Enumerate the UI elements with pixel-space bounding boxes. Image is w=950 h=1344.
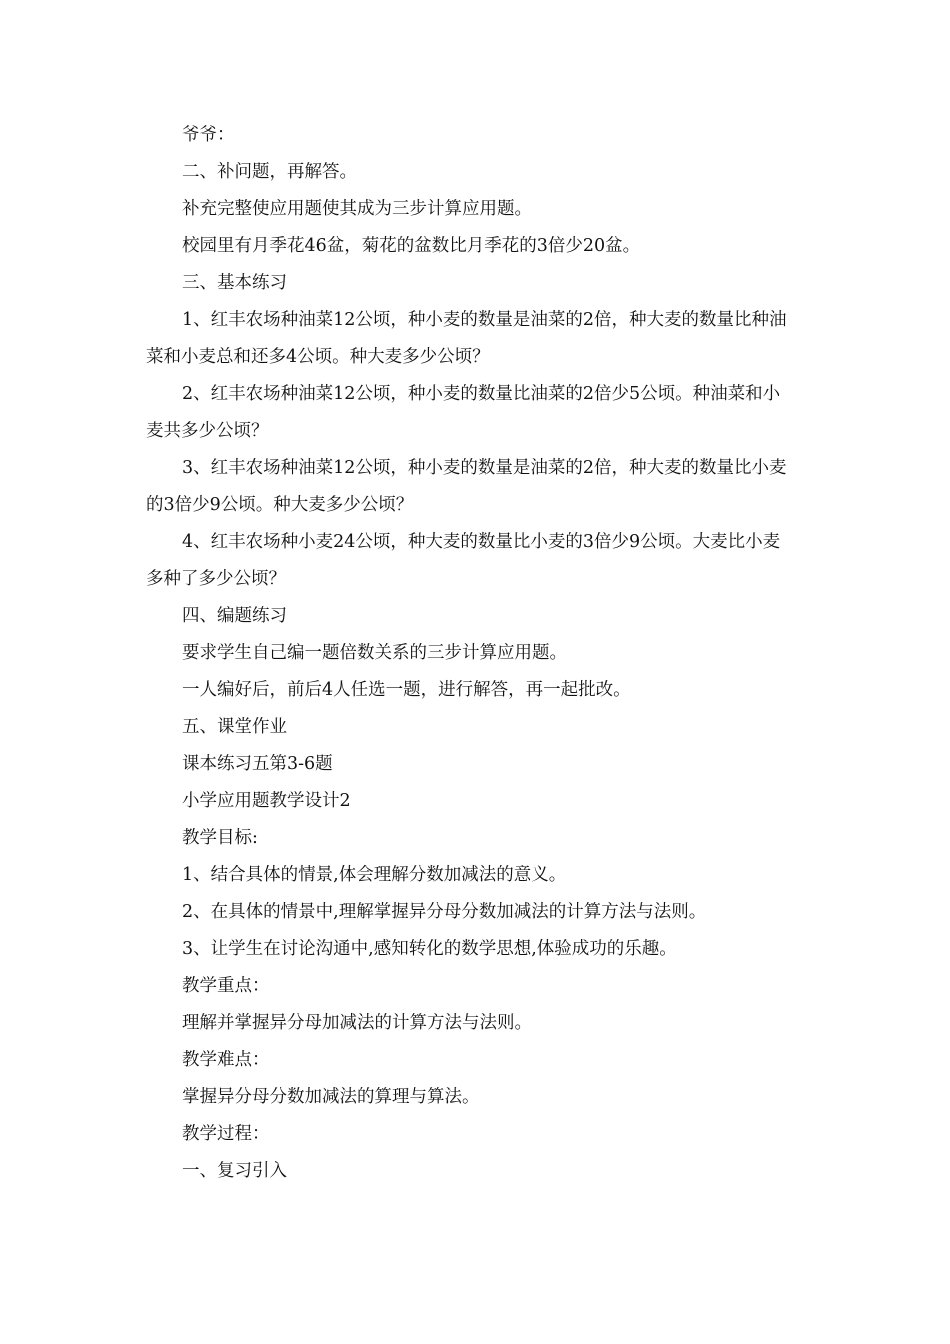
paragraph: 要求学生自己编一题倍数关系的三步计算应用题。 — [182, 643, 567, 663]
document-body — [146, 117, 796, 1190]
paragraph: 理解并掌握异分母加减法的计算方法与法则。 — [182, 1013, 532, 1033]
paragraph: 课本练习五第3-6题 — [182, 754, 333, 774]
paragraph: 校园里有月季花46盆，菊花的盆数比月季花的3倍少20盆。 — [182, 236, 641, 256]
section-heading: 三、基本练习 — [182, 273, 287, 293]
paragraph: 掌握异分母分数加减法的算理与算法。 — [182, 1087, 480, 1107]
subheading: 教学目标: — [182, 828, 258, 848]
lesson-title: 小学应用题教学设计2 — [182, 791, 351, 811]
objective-item: 2、在具体的情景中,理解掌握异分母分数加减法的计算方法与法则。 — [182, 902, 707, 922]
objective-item: 1、结合具体的情景,体会理解分数加减法的意义。 — [182, 865, 567, 885]
exercise-item: 2、红丰农场种油菜12公顷，种小麦的数量比油菜的2倍少5公顷。种油菜和小麦共多少公顷？ — [146, 384, 781, 441]
objective-item: 3、让学生在讨论沟通中,感知转化的数学思想,体验成功的乐趣。 — [182, 939, 677, 959]
subheading: 教学过程： — [182, 1124, 270, 1144]
subheading: 教学重点： — [182, 976, 270, 996]
exercise-item: 4、红丰农场种小麦24公顷，种大麦的数量比小麦的3倍少9公顷。大麦比小麦多种了多少公顷？ — [146, 532, 781, 589]
exercise-item: 3、红丰农场种油菜12公顷，种小麦的数量是油菜的2倍，种大麦的数量比小麦的3倍少9公顷。种大麦多少公顷？ — [146, 458, 787, 515]
paragraph: 补充完整使应用题使其成为三步计算应用题。 — [182, 199, 532, 219]
section-heading: 一、复习引入 — [182, 1161, 287, 1181]
subheading: 教学难点： — [182, 1050, 270, 1070]
paragraph: 爷爷： — [182, 125, 235, 145]
section-heading: 五、课堂作业 — [182, 717, 287, 737]
exercise-item: 1、红丰农场种油菜12公顷，种小麦的数量是油菜的2倍，种大麦的数量比种油菜和小麦总和还多4公顷。种大麦多少公顷？ — [146, 310, 787, 367]
paragraph: 一人编好后，前后4人任选一题，进行解答，再一起批改。 — [182, 680, 631, 700]
section-heading: 二、补问题，再解答。 — [182, 162, 357, 182]
section-heading: 四、编题练习 — [182, 606, 287, 626]
